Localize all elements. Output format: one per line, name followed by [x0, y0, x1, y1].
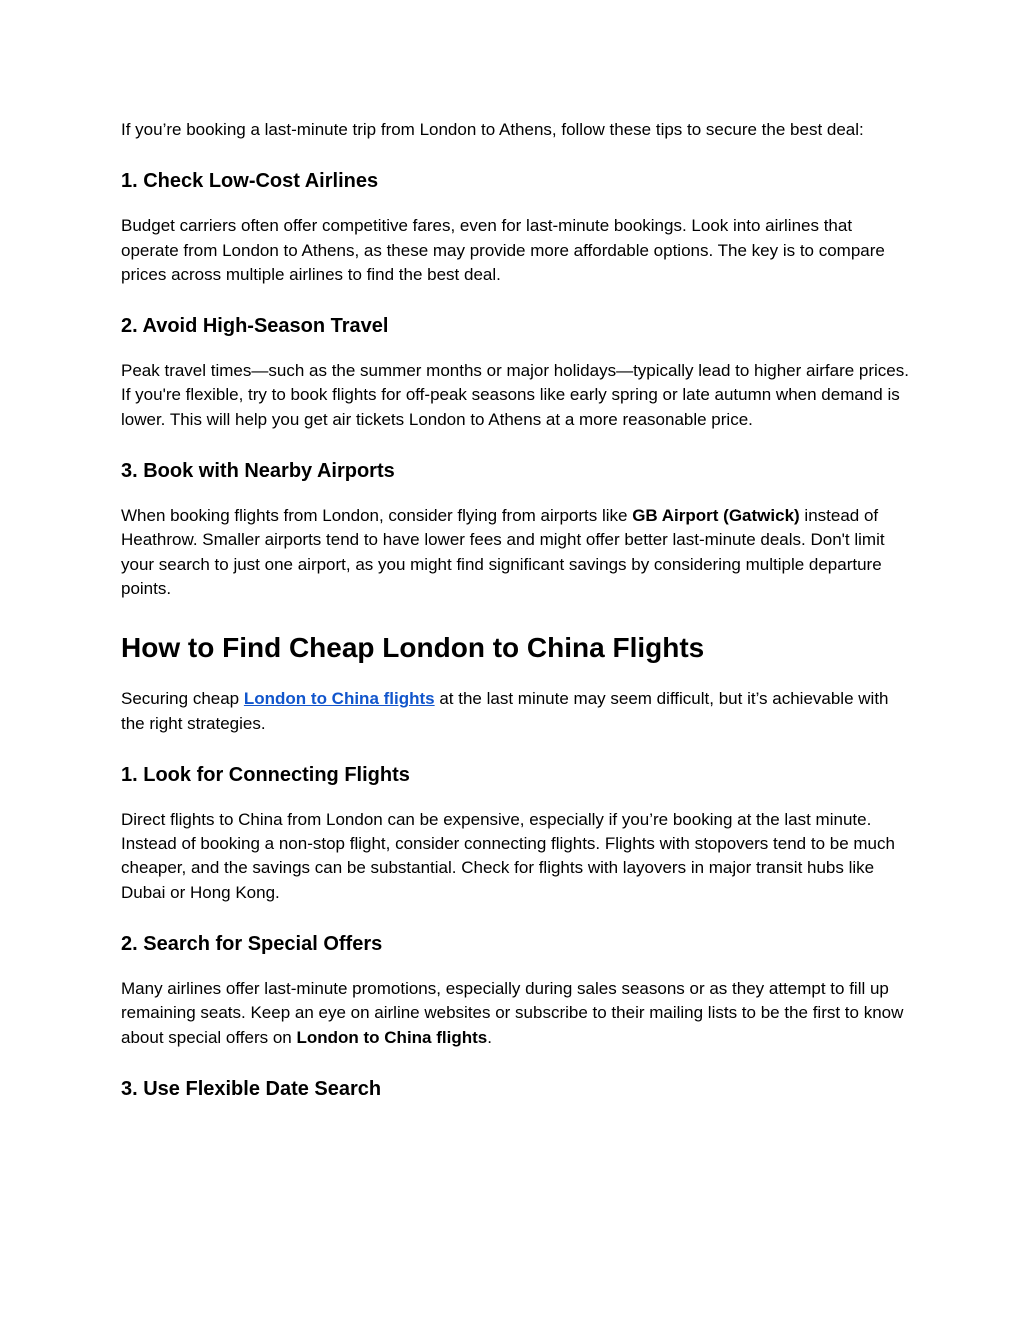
- china-tip2-heading: 2. Search for Special Offers: [121, 933, 383, 956]
- china-tip2-text-after: .: [487, 1027, 492, 1047]
- london-to-china-flights-bold: London to China flights: [296, 1027, 488, 1047]
- china-tip2-paragraph: [121, 977, 911, 1050]
- china-tip2-text-before: Many airlines offer last-minute promotions, especially during sales seasons or as they attempt to fill up remaining seats. Keep an eye on airline websites or subscribe to their mailing lists to be the first to know about special offers on: [121, 979, 904, 1047]
- london-to-china-flights-link[interactable]: London to China flights: [243, 689, 435, 709]
- china-tip3-heading: 3. Use Flexible Date Search: [121, 1077, 382, 1100]
- athens-intro-paragraph: If you’re booking a last-minute trip from London to Athens, follow these tips to secure the best deal:: [121, 120, 864, 139]
- document-page: [121, 118, 911, 1102]
- athens-tip3-paragraph: [121, 504, 911, 601]
- athens-tip2-paragraph: Peak travel times—such as the summer months or major holidays—typically lead to higher airfare prices. If you're flexible, try to book flights for off-peak seasons like early spring or late autumn when demand is lower. This will help you get air tickets London to Athens at a more reasonable price.: [121, 361, 909, 429]
- gatwick-airport-bold: GB Airport (Gatwick): [632, 506, 800, 526]
- china-intro-paragraph: [121, 687, 911, 736]
- china-section-heading: How to Find Cheap London to China Flights: [121, 632, 705, 664]
- athens-tip1-paragraph: Budget carriers often offer competitive fares, even for last-minute bookings. Look into airlines that operate from London to Athens, as these may provide more affordable options. The key is to compare prices across multiple airlines to find the best deal.: [121, 216, 885, 284]
- athens-tip2-heading: 2. Avoid High-Season Travel: [121, 315, 389, 338]
- china-intro-text-before: Securing cheap: [121, 689, 244, 709]
- china-intro-text-after: at the last minute may seem difficult, but it’s achievable with the right strategies.: [121, 689, 889, 733]
- athens-tip1-heading: 1. Check Low-Cost Airlines: [121, 170, 379, 193]
- athens-tip3-text-after: instead of Heathrow. Smaller airports tend to have lower fees and might offer better last-minute deals. Don't limit your search to just one airport, as you might find significant savings by considering multiple departure points.: [121, 506, 885, 598]
- china-tip1-paragraph: Direct flights to China from London can be expensive, especially if you’re booking at the last minute. Instead of booking a non-stop flight, consider connecting flights. Flights with stopovers tend to be much cheaper, and the savings can be substantial. Check for flights with layovers in major transit hubs like Dubai or Hong Kong.: [121, 809, 895, 902]
- china-tip1-heading: 1. Look for Connecting Flights: [121, 763, 410, 786]
- athens-tip3-heading: 3. Book with Nearby Airports: [121, 460, 395, 483]
- athens-tip3-text-before: When booking flights from London, consider flying from airports like: [121, 506, 633, 526]
